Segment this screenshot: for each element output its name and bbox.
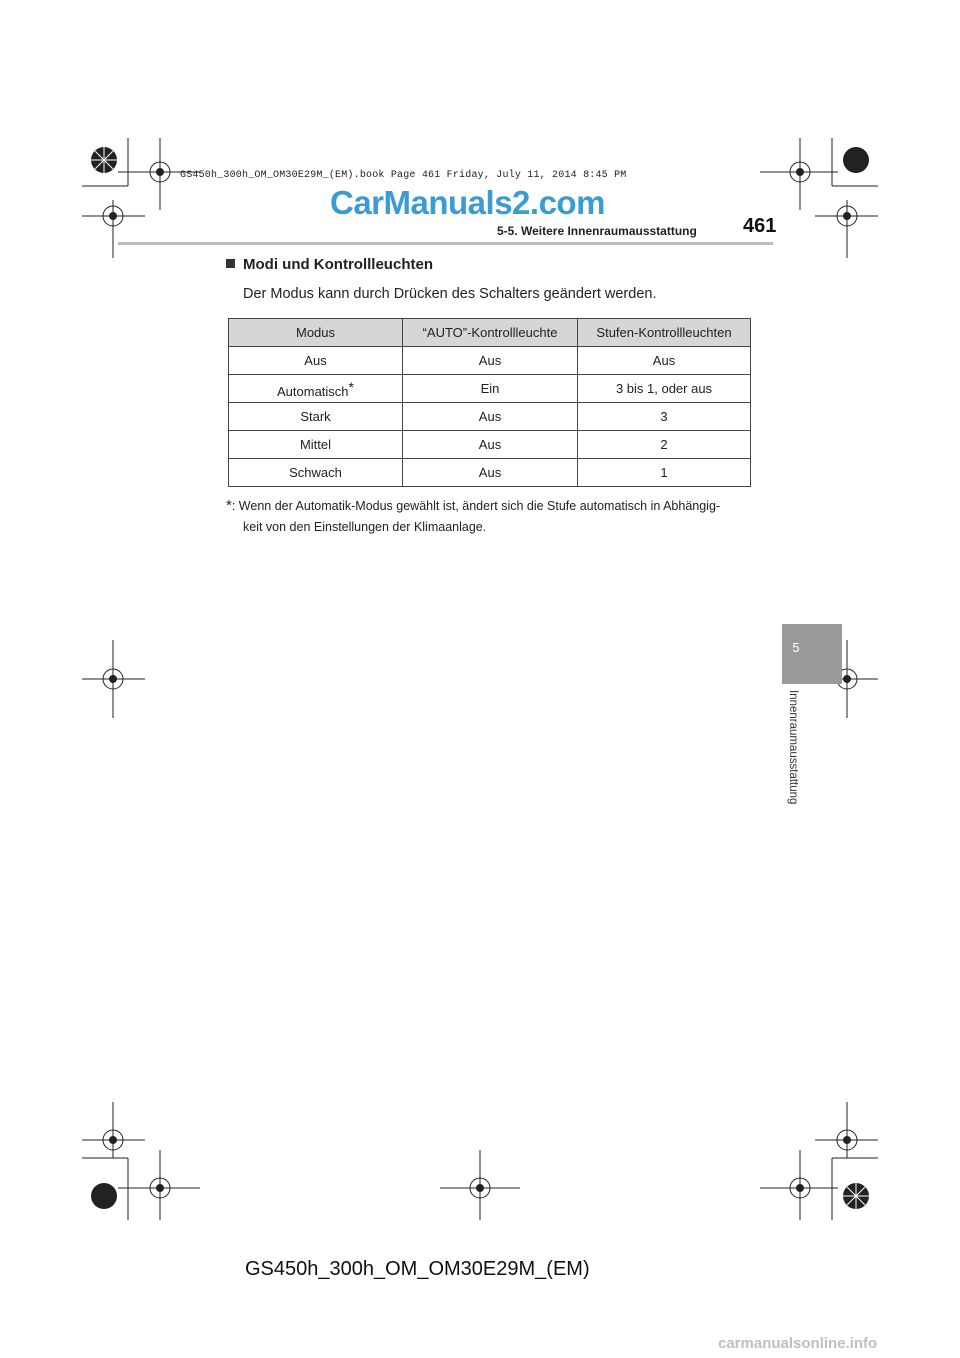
intro-text: Der Modus kann durch Drücken des Schalters geändert werden.	[243, 286, 657, 302]
table-cell: Aus	[403, 403, 578, 431]
table-cell	[229, 375, 403, 403]
table-header-row	[229, 319, 751, 347]
table-cell: Ein	[403, 375, 578, 403]
header-section-title: 5-5. Weitere Innenraumausstattung	[497, 224, 697, 238]
footnote-asterisk: *	[348, 378, 354, 395]
table-cell: 1	[578, 459, 751, 487]
table-cell: Aus	[578, 347, 751, 375]
table-cell-text: Automatisch	[277, 383, 349, 399]
watermark-bottom: carmanualsonline.info	[718, 1335, 878, 1352]
footnote-marker: *	[226, 497, 232, 514]
table-header-cell: Modus	[229, 319, 403, 347]
table-cell: Stark	[229, 403, 403, 431]
table-row	[229, 431, 751, 459]
table-header-cell: Stufen-Kontrollleuchten	[578, 319, 751, 347]
chapter-label	[781, 690, 805, 830]
section-heading	[226, 256, 433, 273]
watermark-top: CarManuals2.com	[330, 184, 605, 221]
table-row	[229, 459, 751, 487]
table-cell: 3 bis 1, oder aus	[578, 375, 751, 403]
square-bullet-icon	[226, 259, 235, 268]
table-cell: Aus	[403, 431, 578, 459]
document-code: GS450h_300h_OM_OM30E29M_(EM)	[245, 1258, 590, 1280]
footnote-line-1	[226, 495, 756, 517]
page-number: 461	[743, 215, 777, 237]
section-heading-text: Modi und Kontrollleuchten	[243, 256, 433, 273]
footnote-line-2: keit von den Einstellungen der Klimaanlage.	[243, 520, 487, 534]
table-cell: Aus	[229, 347, 403, 375]
chapter-number: 5	[792, 640, 800, 655]
table-cell: Mittel	[229, 431, 403, 459]
header-rule	[118, 242, 773, 245]
table-cell: 3	[578, 403, 751, 431]
table-cell: Aus	[403, 347, 578, 375]
footnote	[226, 495, 756, 538]
table-row	[229, 347, 751, 375]
table-row	[229, 375, 751, 403]
modes-table	[228, 318, 751, 487]
table-header-cell: “AUTO”-Kontrollleuchte	[403, 319, 578, 347]
table-cell: Aus	[403, 459, 578, 487]
table-cell: 2	[578, 431, 751, 459]
table-row	[229, 403, 751, 431]
footnote-text-1: : Wenn der Automatik-Modus gewählt ist, ändert sich die Stufe automatisch in Abhängig-	[231, 499, 721, 513]
table-cell: Schwach	[229, 459, 403, 487]
chapter-label-text: Innenraumausstattung	[787, 690, 799, 805]
book-info-line: GS450h_300h_OM_OM30E29M_(EM).book Page 461 Friday, July 11, 2014 8:45 PM	[180, 170, 627, 181]
